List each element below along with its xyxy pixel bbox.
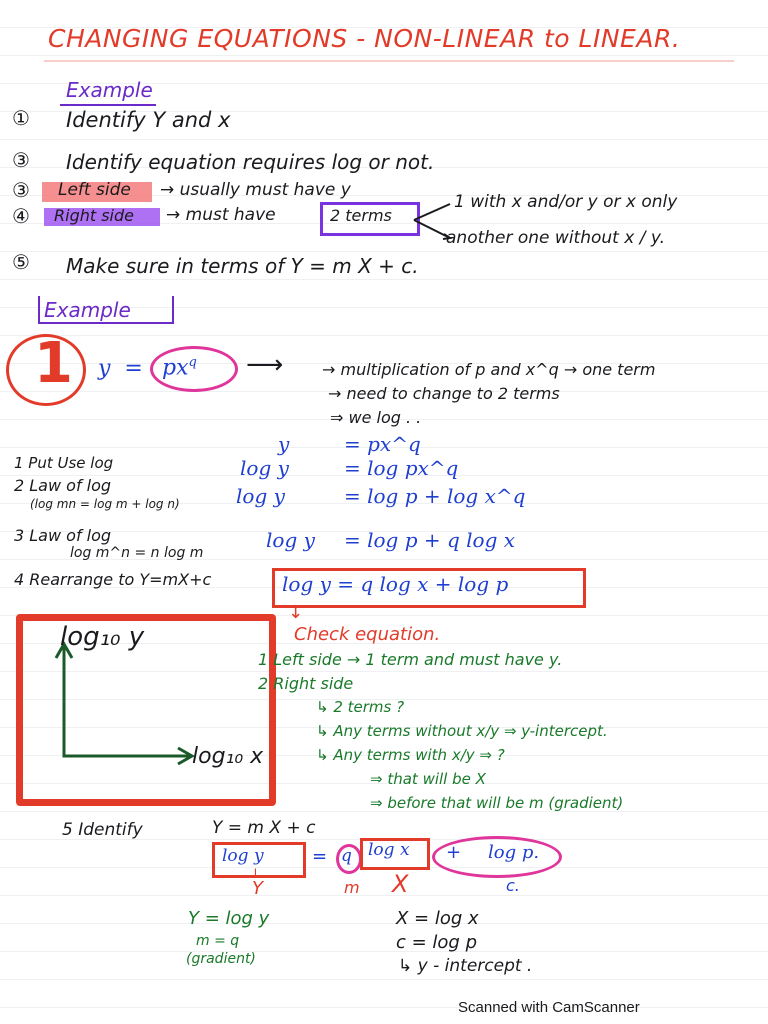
check-item-6: ⇒ that will be X — [370, 770, 486, 788]
step-2-number: ③ — [12, 148, 30, 172]
identify-lhs: log y — [222, 846, 264, 866]
long-arrow: ⟶ — [246, 350, 284, 380]
example-heading-1: Example — [66, 78, 153, 102]
example-equation-lhs: y = — [98, 356, 143, 381]
rhs-2: = log px^q — [344, 456, 459, 480]
step-label-3: 3 Law of log — [14, 526, 112, 545]
step-label-3b: log m^n = n log m — [70, 545, 204, 561]
check-arrow: ↓ — [288, 602, 304, 623]
check-item-4: ↳ Any terms without x/y ⇒ y-intercept. — [316, 722, 608, 740]
result-left-2: m = q — [196, 933, 240, 949]
left-side-label: Left side — [58, 180, 131, 200]
branch-bottom-text: another one without x / y. — [446, 228, 665, 248]
title-underline — [44, 60, 734, 62]
note-line-3: ⇒ we log . . — [330, 408, 422, 427]
step-5-text: Make sure in terms of Y = m X + c. — [66, 254, 419, 278]
rhs-1: = px^q — [344, 432, 421, 456]
identify-label: 5 Identify — [62, 820, 143, 840]
graph-y-axis-label: log₁₀ y — [60, 622, 145, 652]
step-5-number: ⑤ — [12, 250, 30, 274]
lhs-1: y — [278, 432, 290, 456]
step-label-2b: (log mn = log m + log n) — [30, 497, 180, 511]
big-number: 1 — [34, 331, 73, 396]
rhs-3: = log p + log x^q — [344, 484, 526, 508]
identify-form: Y = m X + c — [212, 818, 316, 838]
lhs-2: log y — [240, 456, 289, 480]
example-heading-1-underline — [60, 104, 156, 106]
final-equation: log y = q log x + log p — [282, 572, 509, 596]
lhs-4: log y — [266, 528, 315, 552]
example-heading-2: Example — [44, 298, 131, 322]
check-item-1: 1 Left side → 1 term and must have y. — [258, 650, 563, 669]
result-right-2: c = log p — [396, 932, 478, 953]
under-Y: Y — [252, 878, 263, 899]
result-right-1: X = log x — [396, 908, 479, 929]
identify-q: q — [341, 846, 352, 866]
result-left-1: Y = log y — [188, 908, 270, 929]
step-1-number: ① — [12, 106, 30, 130]
under-m: m — [344, 878, 360, 897]
step-label-4: 4 Rearrange to Y=mX+c — [14, 570, 212, 589]
check-item-2: 2 Right side — [258, 674, 354, 693]
branch-top-text: 1 with x and/or y or x only — [454, 192, 678, 212]
under-c: c. — [506, 876, 520, 895]
check-item-7: ⇒ before that will be m (gradient) — [370, 794, 624, 812]
step-4-number: ④ — [12, 204, 30, 228]
step-label-2: 2 Law of log — [14, 476, 112, 495]
identify-equals: = — [312, 846, 328, 867]
note-line-1: → multiplication of p and x^q → one term — [322, 360, 656, 379]
step-1-text: Identify Y and x — [66, 108, 231, 132]
check-heading: Check equation. — [294, 624, 441, 645]
example-heading-2-box — [38, 296, 174, 324]
result-right-3: ↳ y - intercept . — [398, 956, 533, 976]
lhs-3: log y — [236, 484, 285, 508]
right-side-label: Right side — [54, 206, 134, 225]
identify-arrow-left: ↓ — [250, 867, 261, 882]
step-2-text: Identify equation requires log or not. — [66, 150, 435, 174]
under-X: X — [392, 870, 409, 898]
graph-x-axis-label: log₁₀ x — [192, 744, 264, 769]
result-left-3: (gradient) — [186, 951, 256, 967]
identify-plus: + — [446, 842, 462, 863]
identify-c: log p. — [488, 842, 540, 863]
left-side-text: → usually must have y — [160, 180, 351, 200]
check-item-3: ↳ 2 terms ? — [316, 698, 405, 716]
rhs-4: = log p + q log x — [344, 528, 516, 552]
note-line-2: → need to change to 2 terms — [328, 384, 560, 403]
equation-term: $px^q$ — [162, 355, 197, 381]
footer-watermark: Scanned with CamScanner — [458, 999, 640, 1016]
step-label-1: 1 Put Use log — [14, 454, 114, 472]
right-side-text: → must have — [166, 205, 276, 225]
two-terms-text: 2 terms — [330, 206, 392, 225]
page-title: CHANGING EQUATIONS - NON-LINEAR to LINEAR. — [48, 24, 681, 53]
check-item-5: ↳ Any terms with x/y ⇒ ? — [316, 746, 505, 764]
step-3-number: ③ — [12, 178, 30, 202]
identify-x: log x — [368, 840, 410, 860]
